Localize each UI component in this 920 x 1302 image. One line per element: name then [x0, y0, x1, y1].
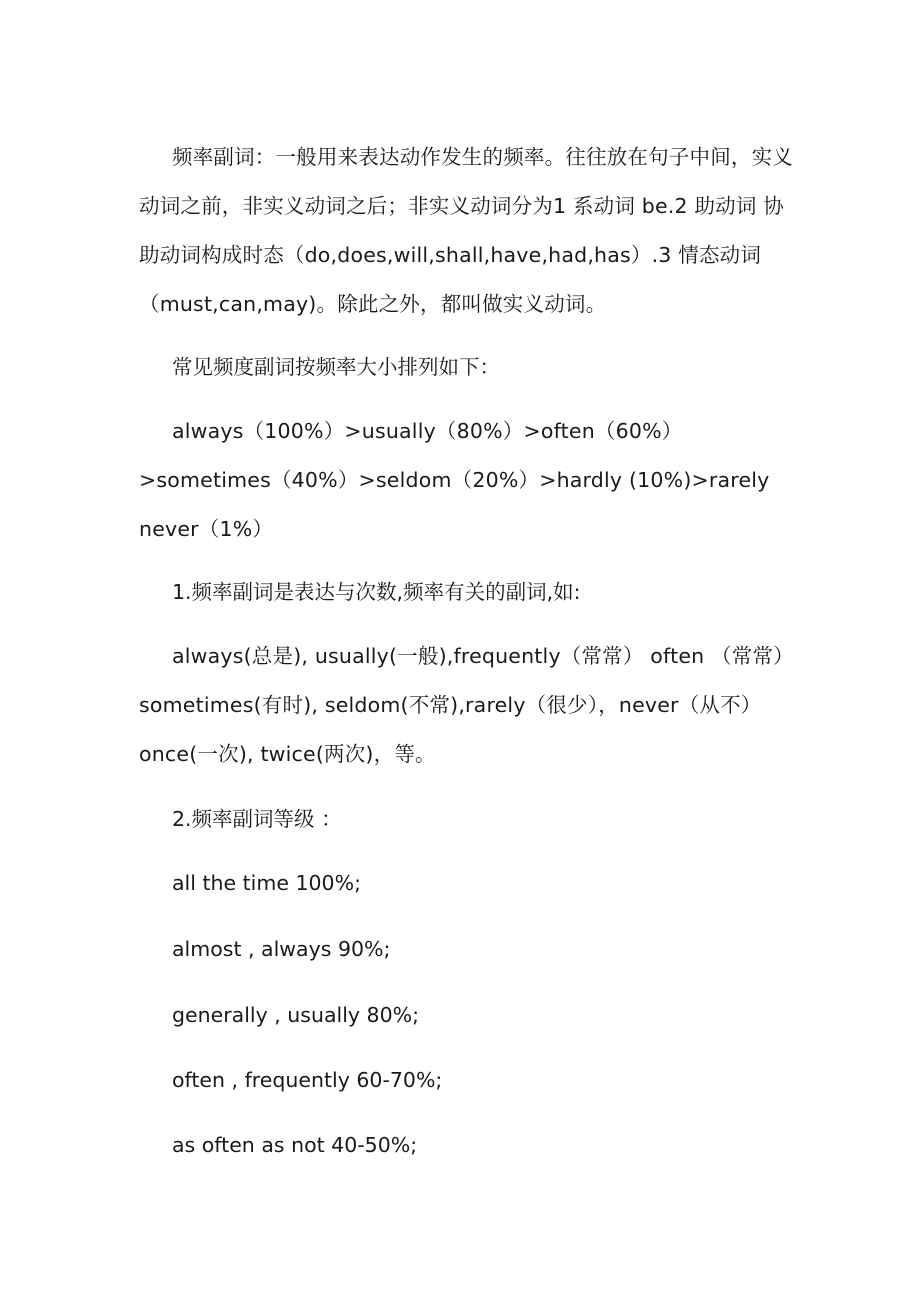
order-heading: 常见频度副词按频率大小排列如下：: [172, 355, 500, 379]
frequency-level-item: often , frequently 60-70%;: [172, 1068, 443, 1092]
frequency-level-item: all the time 100%;: [172, 871, 361, 895]
intro-paragraph: 频率副词：一般用来表达动作发生的频率。往往放在句子中间，实义动词之前，非实义动词之后；非实义动词分为1 系动词 be.2 助动词 协助动词构成时态（do,does,will,shall,have,had,has）.3 情态动词（must,can,may)。除此之外，都叫做实义动词。: [139, 145, 793, 316]
frequency-level-item: almost , always 90%;: [172, 937, 391, 961]
section-1-heading: 1.频率副词是表达与次数,频率有关的副词,如:: [172, 580, 581, 604]
section-2-heading: 2.频率副词等级 ：: [172, 807, 342, 831]
frequency-level-item: generally , usually 80%;: [172, 1003, 420, 1027]
section-1-body: always(总是), usually(一般),frequently（常常） often （常常）sometimes(有时), seldom(不常),rarely（很少），never（从不）once(一次), twice(两次)，等。: [139, 644, 794, 766]
frequency-order-paragraph: always（100%）>usually（80%）>often（60%）>sometimes（40%）>seldom（20%）>hardly (10%)>rarely never（1%）: [139, 419, 770, 541]
frequency-level-item: as often as not 40-50%;: [172, 1133, 418, 1157]
